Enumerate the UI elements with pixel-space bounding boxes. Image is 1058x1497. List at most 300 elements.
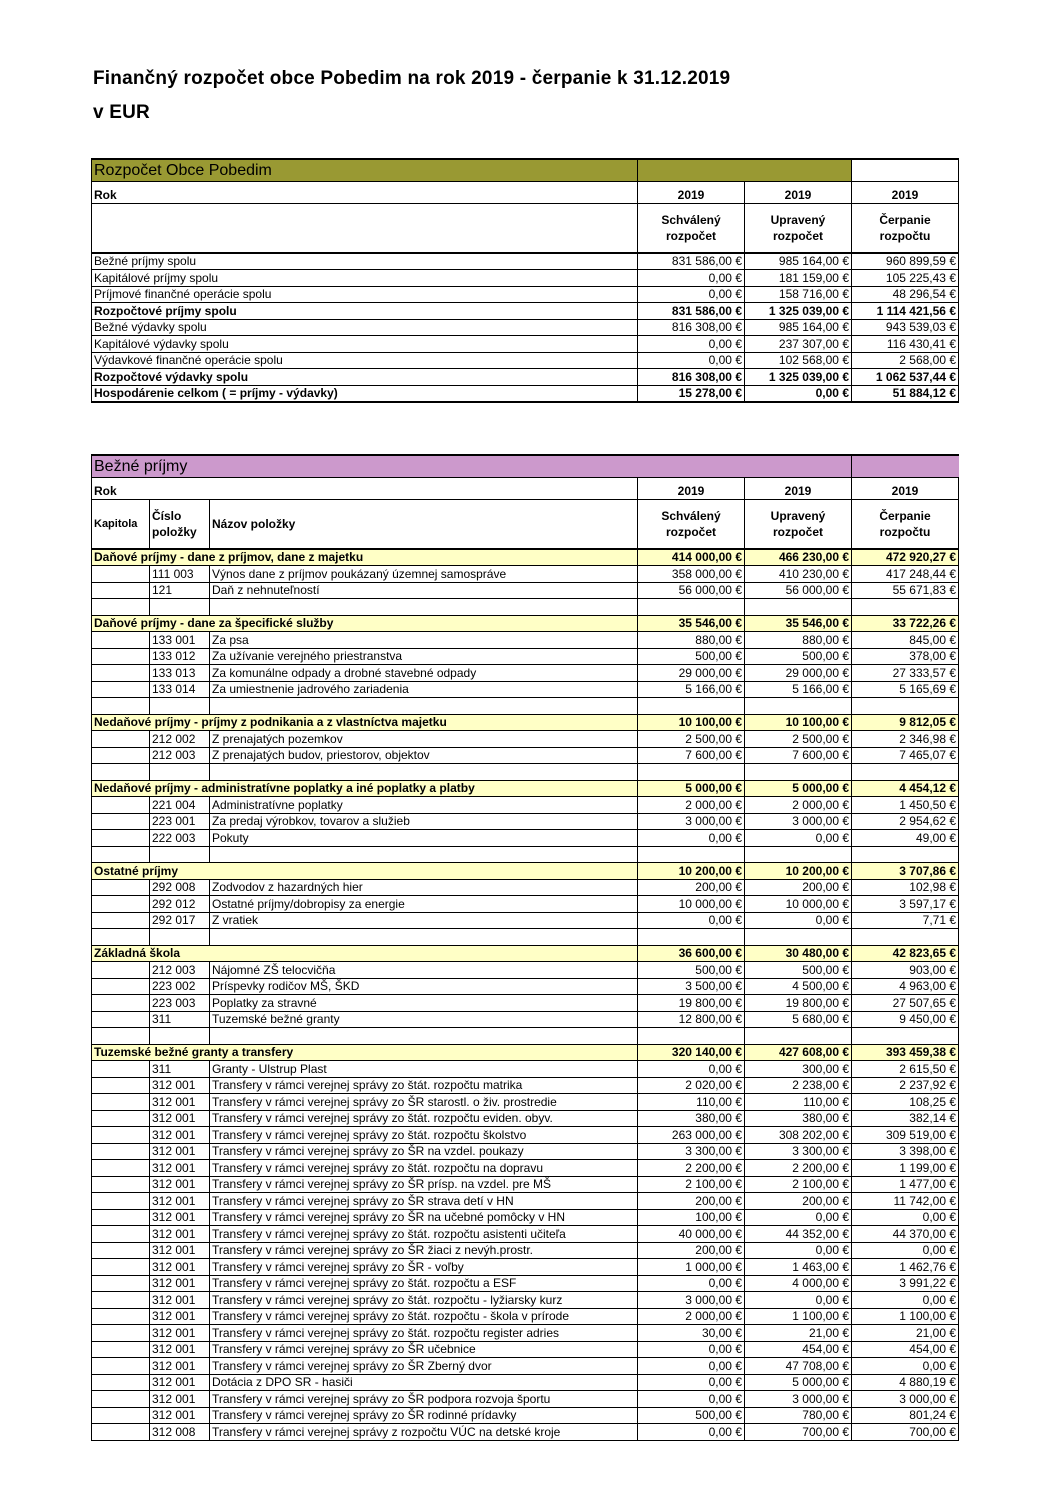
spacer-cell bbox=[210, 1028, 638, 1045]
item-name: Transfery v rámci verejnej správy zo ŠR podpora rozvoja športu bbox=[210, 1391, 638, 1408]
table-row bbox=[92, 1127, 959, 1144]
year-header: 2019 bbox=[745, 181, 852, 203]
item-value: 3 000,00 € bbox=[852, 1391, 959, 1408]
col-label-line2: rozpočtu bbox=[879, 524, 931, 539]
section-blank bbox=[852, 159, 959, 181]
item-code: 111 003 bbox=[150, 566, 210, 583]
item-value: 3 000,00 € bbox=[745, 1391, 852, 1408]
item-code: 212 002 bbox=[150, 731, 210, 748]
row-label: Výdavkové finančné operácie spolu bbox=[92, 352, 638, 369]
row-label: Hospodárenie celkom ( = príjmy - výdavky) bbox=[92, 385, 638, 402]
rok-label: Rok bbox=[92, 181, 638, 203]
row-value: 102 568,00 € bbox=[745, 352, 852, 369]
item-code: 223 003 bbox=[150, 995, 210, 1012]
item-value: 0,00 € bbox=[638, 1424, 745, 1441]
column-header bbox=[745, 499, 852, 549]
item-code: 121 bbox=[150, 582, 210, 599]
item-value: 56 000,00 € bbox=[638, 582, 745, 599]
item-value: 382,14 € bbox=[852, 1110, 959, 1127]
section-fill bbox=[638, 159, 852, 181]
table-row bbox=[92, 1160, 959, 1177]
kapitola-cell bbox=[92, 978, 150, 995]
table-row bbox=[92, 995, 959, 1012]
item-name: Ostatné príjmy/dobropisy za energie bbox=[210, 896, 638, 913]
item-value: 5 680,00 € bbox=[745, 1011, 852, 1028]
item-code: 311 bbox=[150, 1061, 210, 1078]
row-label: Kapitálové príjmy spolu bbox=[92, 270, 638, 287]
group-value: 36 600,00 € bbox=[638, 945, 745, 962]
spacer-cell bbox=[745, 698, 852, 715]
item-value: 0,00 € bbox=[638, 1275, 745, 1292]
row-value: 15 278,00 € bbox=[638, 385, 745, 402]
kapitola-cell bbox=[92, 1424, 150, 1441]
kapitola-cell bbox=[92, 566, 150, 583]
item-code: 312 001 bbox=[150, 1143, 210, 1160]
spacer-cell bbox=[852, 599, 959, 616]
table-row bbox=[92, 1341, 959, 1358]
spacer-cell bbox=[638, 929, 745, 946]
kapitola-cell bbox=[92, 1325, 150, 1342]
table-row bbox=[92, 1226, 959, 1243]
spacer-cell bbox=[92, 764, 150, 781]
item-code: 312 001 bbox=[150, 1358, 210, 1375]
group-value: 33 722,26 € bbox=[852, 615, 959, 632]
group-title: Ostatné príjmy bbox=[92, 863, 638, 880]
item-value: 1 450,50 € bbox=[852, 797, 959, 814]
item-value: 0,00 € bbox=[852, 1292, 959, 1309]
blank-label bbox=[92, 203, 638, 253]
item-name: Daň z nehnuteľností bbox=[210, 582, 638, 599]
item-value: 880,00 € bbox=[745, 632, 852, 649]
table-row bbox=[92, 1011, 959, 1028]
item-value: 21,00 € bbox=[852, 1325, 959, 1342]
year-header: 2019 bbox=[638, 477, 745, 499]
year-header: 2019 bbox=[745, 477, 852, 499]
item-name: Transfery v rámci verejnej správy z rozpočtu VÚC na detské kroje bbox=[210, 1424, 638, 1441]
item-code: 133 013 bbox=[150, 665, 210, 682]
table-row bbox=[92, 1374, 959, 1391]
item-name: Z prenajatých budov, priestorov, objektov bbox=[210, 747, 638, 764]
item-value: 5 165,69 € bbox=[852, 681, 959, 698]
column-header bbox=[638, 499, 745, 549]
item-value: 21,00 € bbox=[745, 1325, 852, 1342]
item-value: 500,00 € bbox=[745, 648, 852, 665]
group-row bbox=[92, 714, 959, 731]
kapitola-cell bbox=[92, 747, 150, 764]
kapitola-cell bbox=[92, 995, 150, 1012]
item-value: 3 300,00 € bbox=[745, 1143, 852, 1160]
item-value: 2 000,00 € bbox=[638, 797, 745, 814]
item-value: 3 500,00 € bbox=[638, 978, 745, 995]
item-value: 500,00 € bbox=[638, 648, 745, 665]
item-value: 410 230,00 € bbox=[745, 566, 852, 583]
kapitola-cell bbox=[92, 632, 150, 649]
item-code: 312 001 bbox=[150, 1209, 210, 1226]
row-value: 2 568,00 € bbox=[852, 352, 959, 369]
kapitola-cell bbox=[92, 830, 150, 847]
item-value: 0,00 € bbox=[638, 912, 745, 929]
item-code: 133 014 bbox=[150, 681, 210, 698]
spacer-cell bbox=[92, 599, 150, 616]
item-name: Výnos dane z príjmov poukázaný územnej samospráve bbox=[210, 566, 638, 583]
kapitola-cell bbox=[92, 1341, 150, 1358]
item-value: 1 463,00 € bbox=[745, 1259, 852, 1276]
spacer-row bbox=[92, 764, 959, 781]
item-value: 3 398,00 € bbox=[852, 1143, 959, 1160]
item-code: 312 001 bbox=[150, 1127, 210, 1144]
summary-row bbox=[92, 352, 959, 369]
summary-row bbox=[92, 319, 959, 336]
table-row bbox=[92, 1061, 959, 1078]
group-value: 466 230,00 € bbox=[745, 549, 852, 566]
income-col-labels bbox=[92, 499, 959, 549]
spacer-cell bbox=[745, 764, 852, 781]
table-row bbox=[92, 1325, 959, 1342]
kapitola-cell bbox=[92, 1176, 150, 1193]
table-row bbox=[92, 912, 959, 929]
item-value: 1 199,00 € bbox=[852, 1160, 959, 1177]
table-row bbox=[92, 1275, 959, 1292]
item-value: 11 742,00 € bbox=[852, 1193, 959, 1210]
item-name: Transfery v rámci verejnej správy zo štát. rozpočtu školstvo bbox=[210, 1127, 638, 1144]
kapitola-cell bbox=[92, 1358, 150, 1375]
spacer-cell bbox=[745, 846, 852, 863]
group-value: 472 920,27 € bbox=[852, 549, 959, 566]
cislo-header bbox=[150, 499, 210, 549]
item-name: Príspevky rodičov MŠ, ŠKD bbox=[210, 978, 638, 995]
table-row bbox=[92, 1292, 959, 1309]
spacer-cell bbox=[92, 698, 150, 715]
item-code: 312 001 bbox=[150, 1374, 210, 1391]
item-value: 200,00 € bbox=[638, 1242, 745, 1259]
item-name: Za umiestnenie jadrového zariadenia bbox=[210, 681, 638, 698]
summary-row bbox=[92, 253, 959, 270]
item-value: 0,00 € bbox=[638, 1061, 745, 1078]
item-code: 312 001 bbox=[150, 1160, 210, 1177]
item-value: 3 300,00 € bbox=[638, 1143, 745, 1160]
spacer-cell bbox=[638, 846, 745, 863]
row-value: 105 225,43 € bbox=[852, 270, 959, 287]
column-header bbox=[852, 499, 959, 549]
item-value: 40 000,00 € bbox=[638, 1226, 745, 1243]
item-value: 5 166,00 € bbox=[638, 681, 745, 698]
item-code: 223 001 bbox=[150, 813, 210, 830]
spacer-cell bbox=[638, 1028, 745, 1045]
item-value: 2 100,00 € bbox=[638, 1176, 745, 1193]
income-table bbox=[91, 454, 959, 1441]
row-value: 985 164,00 € bbox=[745, 319, 852, 336]
kapitola-header: Kapitola bbox=[92, 499, 150, 549]
kapitola-cell bbox=[92, 1193, 150, 1210]
kapitola-cell bbox=[92, 1061, 150, 1078]
item-code: 312 008 bbox=[150, 1424, 210, 1441]
item-name: Transfery v rámci verejnej správy zo ŠR starostl. o živ. prostredie bbox=[210, 1094, 638, 1111]
kapitola-cell bbox=[92, 1374, 150, 1391]
item-value: 2 237,92 € bbox=[852, 1077, 959, 1094]
item-value: 27 333,57 € bbox=[852, 665, 959, 682]
item-value: 2 954,62 € bbox=[852, 813, 959, 830]
table-row bbox=[92, 1077, 959, 1094]
row-value: 1 325 039,00 € bbox=[745, 369, 852, 386]
item-code: 312 001 bbox=[150, 1077, 210, 1094]
row-value: 831 586,00 € bbox=[638, 253, 745, 270]
item-value: 29 000,00 € bbox=[745, 665, 852, 682]
group-value: 414 000,00 € bbox=[638, 549, 745, 566]
item-value: 380,00 € bbox=[638, 1110, 745, 1127]
item-code: 133 012 bbox=[150, 648, 210, 665]
item-name: Transfery v rámci verejnej správy zo ŠR na učebné pomôcky v HN bbox=[210, 1209, 638, 1226]
group-title: Daňové príjmy - dane za špecifické služby bbox=[92, 615, 638, 632]
item-code: 312 001 bbox=[150, 1110, 210, 1127]
nazov-header: Názov položky bbox=[210, 499, 638, 549]
row-value: 0,00 € bbox=[638, 352, 745, 369]
item-value: 308 202,00 € bbox=[745, 1127, 852, 1144]
item-value: 19 800,00 € bbox=[638, 995, 745, 1012]
table-row bbox=[92, 962, 959, 979]
kapitola-cell bbox=[92, 1226, 150, 1243]
item-value: 12 800,00 € bbox=[638, 1011, 745, 1028]
kapitola-cell bbox=[92, 797, 150, 814]
item-value: 4 000,00 € bbox=[745, 1275, 852, 1292]
item-value: 700,00 € bbox=[852, 1424, 959, 1441]
row-label: Rozpočtové príjmy spolu bbox=[92, 303, 638, 320]
item-name: Granty - Ulstrup Plast bbox=[210, 1061, 638, 1078]
row-value: 816 308,00 € bbox=[638, 369, 745, 386]
row-value: 943 539,03 € bbox=[852, 319, 959, 336]
item-value: 2 615,50 € bbox=[852, 1061, 959, 1078]
item-code: 312 001 bbox=[150, 1242, 210, 1259]
item-name: Transfery v rámci verejnej správy zo štát. rozpočtu - škola v prírode bbox=[210, 1308, 638, 1325]
item-value: 108,25 € bbox=[852, 1094, 959, 1111]
item-value: 3 000,00 € bbox=[638, 1292, 745, 1309]
item-value: 845,00 € bbox=[852, 632, 959, 649]
item-name: Transfery v rámci verejnej správy zo ŠR strava detí v HN bbox=[210, 1193, 638, 1210]
row-value: 158 716,00 € bbox=[745, 286, 852, 303]
row-value: 0,00 € bbox=[638, 336, 745, 353]
group-value: 3 707,86 € bbox=[852, 863, 959, 880]
kapitola-cell bbox=[92, 665, 150, 682]
section-title: Bežné príjmy bbox=[92, 455, 852, 477]
group-value: 10 200,00 € bbox=[638, 863, 745, 880]
item-value: 9 450,00 € bbox=[852, 1011, 959, 1028]
kapitola-cell bbox=[92, 1275, 150, 1292]
item-value: 2 238,00 € bbox=[745, 1077, 852, 1094]
item-value: 44 370,00 € bbox=[852, 1226, 959, 1243]
item-value: 200,00 € bbox=[638, 1193, 745, 1210]
item-name: Transfery v rámci verejnej správy zo ŠR - voľby bbox=[210, 1259, 638, 1276]
group-title: Nedaňové príjmy - príjmy z podnikania a z vlastníctva majetku bbox=[92, 714, 638, 731]
kapitola-cell bbox=[92, 1094, 150, 1111]
item-name: Transfery v rámci verejnej správy zo ŠR učebnice bbox=[210, 1341, 638, 1358]
item-value: 3 991,22 € bbox=[852, 1275, 959, 1292]
group-title: Základná škola bbox=[92, 945, 638, 962]
row-label: Bežné príjmy spolu bbox=[92, 253, 638, 270]
item-value: 7,71 € bbox=[852, 912, 959, 929]
item-value: 500,00 € bbox=[638, 962, 745, 979]
spacer-cell bbox=[150, 846, 210, 863]
column-header bbox=[638, 203, 745, 253]
kapitola-cell bbox=[92, 1242, 150, 1259]
item-value: 0,00 € bbox=[745, 830, 852, 847]
item-code: 312 001 bbox=[150, 1341, 210, 1358]
item-name: Dotácia z DPO SR - hasiči bbox=[210, 1374, 638, 1391]
table-row bbox=[92, 1193, 959, 1210]
spacer-cell bbox=[638, 764, 745, 781]
kapitola-cell bbox=[92, 1209, 150, 1226]
group-value: 10 100,00 € bbox=[745, 714, 852, 731]
cislo-line1: Číslo bbox=[152, 508, 182, 523]
item-code: 312 001 bbox=[150, 1275, 210, 1292]
table-row bbox=[92, 1209, 959, 1226]
item-value: 56 000,00 € bbox=[745, 582, 852, 599]
table-row bbox=[92, 1358, 959, 1375]
item-value: 0,00 € bbox=[638, 830, 745, 847]
group-value: 4 454,12 € bbox=[852, 780, 959, 797]
kapitola-cell bbox=[92, 1143, 150, 1160]
item-name: Transfery v rámci verejnej správy zo ŠR prísp. na vzdel. pre MŠ bbox=[210, 1176, 638, 1193]
row-value: 0,00 € bbox=[638, 270, 745, 287]
item-code: 311 bbox=[150, 1011, 210, 1028]
kapitola-cell bbox=[92, 962, 150, 979]
item-name: Tuzemské bežné granty bbox=[210, 1011, 638, 1028]
item-value: 29 000,00 € bbox=[638, 665, 745, 682]
item-value: 780,00 € bbox=[745, 1407, 852, 1424]
row-value: 0,00 € bbox=[638, 286, 745, 303]
summary-row bbox=[92, 385, 959, 402]
table-row bbox=[92, 797, 959, 814]
group-value: 393 459,38 € bbox=[852, 1044, 959, 1061]
summary-section-header bbox=[92, 159, 959, 181]
row-label: Bežné výdavky spolu bbox=[92, 319, 638, 336]
col-label-line1: Schválený bbox=[661, 212, 721, 227]
item-value: 801,24 € bbox=[852, 1407, 959, 1424]
item-value: 3 000,00 € bbox=[745, 813, 852, 830]
item-name: Transfery v rámci verejnej správy zo ŠR žiaci z nevýh.prostr. bbox=[210, 1242, 638, 1259]
group-row bbox=[92, 780, 959, 797]
item-name: Administratívne poplatky bbox=[210, 797, 638, 814]
table-row bbox=[92, 1110, 959, 1127]
kapitola-cell bbox=[92, 1259, 150, 1276]
summary-col-labels bbox=[92, 203, 959, 253]
row-value: 831 586,00 € bbox=[638, 303, 745, 320]
spacer-row bbox=[92, 929, 959, 946]
item-value: 27 507,65 € bbox=[852, 995, 959, 1012]
item-name: Transfery v rámci verejnej správy zo štát. rozpočtu register adries bbox=[210, 1325, 638, 1342]
kapitola-cell bbox=[92, 1011, 150, 1028]
table-row bbox=[92, 978, 959, 995]
spacer-cell bbox=[92, 1028, 150, 1045]
row-value: 237 307,00 € bbox=[745, 336, 852, 353]
col-label-line1: Upravený bbox=[770, 212, 826, 227]
row-label: Rozpočtové výdavky spolu bbox=[92, 369, 638, 386]
item-value: 10 000,00 € bbox=[638, 896, 745, 913]
kapitola-cell bbox=[92, 1127, 150, 1144]
item-value: 0,00 € bbox=[638, 1374, 745, 1391]
kapitola-cell bbox=[92, 879, 150, 896]
table-row bbox=[92, 1407, 959, 1424]
item-code: 292 012 bbox=[150, 896, 210, 913]
item-value: 7 600,00 € bbox=[745, 747, 852, 764]
col-label-line2: rozpočet bbox=[665, 524, 716, 539]
item-code: 223 002 bbox=[150, 978, 210, 995]
kapitola-cell bbox=[92, 681, 150, 698]
spacer-cell bbox=[210, 599, 638, 616]
item-value: 380,00 € bbox=[745, 1110, 852, 1127]
row-label: Príjmové finančné operácie spolu bbox=[92, 286, 638, 303]
spacer-cell bbox=[210, 846, 638, 863]
kapitola-cell bbox=[92, 912, 150, 929]
item-value: 2 500,00 € bbox=[745, 731, 852, 748]
item-value: 454,00 € bbox=[852, 1341, 959, 1358]
spacer-cell bbox=[150, 1028, 210, 1045]
table-row bbox=[92, 665, 959, 682]
table-row bbox=[92, 1143, 959, 1160]
page-subtitle: v EUR bbox=[93, 102, 150, 123]
kapitola-cell bbox=[92, 1160, 150, 1177]
spacer-cell bbox=[745, 1028, 852, 1045]
item-value: 903,00 € bbox=[852, 962, 959, 979]
item-name: Zodvodov z hazardných hier bbox=[210, 879, 638, 896]
group-row bbox=[92, 863, 959, 880]
table-row bbox=[92, 1308, 959, 1325]
table-row bbox=[92, 879, 959, 896]
group-title: Daňové príjmy - dane z príjmov, dane z majetku bbox=[92, 549, 638, 566]
item-code: 312 001 bbox=[150, 1391, 210, 1408]
item-value: 3 000,00 € bbox=[638, 813, 745, 830]
income-section-header bbox=[92, 455, 959, 477]
table-row bbox=[92, 681, 959, 698]
kapitola-cell bbox=[92, 1110, 150, 1127]
column-header bbox=[852, 203, 959, 253]
income-year-row bbox=[92, 477, 959, 499]
item-name: Transfery v rámci verejnej správy zo štát. rozpočtu eviden. obyv. bbox=[210, 1110, 638, 1127]
item-value: 500,00 € bbox=[745, 962, 852, 979]
spacer-cell bbox=[150, 929, 210, 946]
row-value: 816 308,00 € bbox=[638, 319, 745, 336]
item-code: 312 001 bbox=[150, 1407, 210, 1424]
kapitola-cell bbox=[92, 1077, 150, 1094]
item-name: Transfery v rámci verejnej správy zo štát. rozpočtu asistenti učiteľa bbox=[210, 1226, 638, 1243]
row-label: Kapitálové výdavky spolu bbox=[92, 336, 638, 353]
item-value: 102,98 € bbox=[852, 879, 959, 896]
item-name: Transfery v rámci verejnej správy zo štát. rozpočtu na dopravu bbox=[210, 1160, 638, 1177]
item-code: 312 001 bbox=[150, 1292, 210, 1309]
spacer-cell bbox=[852, 1028, 959, 1045]
year-header: 2019 bbox=[638, 181, 745, 203]
item-value: 2 500,00 € bbox=[638, 731, 745, 748]
kapitola-cell bbox=[92, 1308, 150, 1325]
table-row bbox=[92, 731, 959, 748]
item-code: 312 001 bbox=[150, 1176, 210, 1193]
spacer-cell bbox=[745, 929, 852, 946]
table-row bbox=[92, 1242, 959, 1259]
item-value: 200,00 € bbox=[745, 879, 852, 896]
column-header bbox=[745, 203, 852, 253]
kapitola-cell bbox=[92, 731, 150, 748]
section-fill bbox=[852, 455, 959, 477]
item-name: Transfery v rámci verejnej správy zo štát. rozpočtu matrika bbox=[210, 1077, 638, 1094]
group-title: Tuzemské bežné granty a transfery bbox=[92, 1044, 638, 1061]
kapitola-cell bbox=[92, 896, 150, 913]
row-value: 181 159,00 € bbox=[745, 270, 852, 287]
item-name: Nájomné ZŠ telocvičňa bbox=[210, 962, 638, 979]
item-code: 221 004 bbox=[150, 797, 210, 814]
item-value: 4 880,19 € bbox=[852, 1374, 959, 1391]
group-value: 427 608,00 € bbox=[745, 1044, 852, 1061]
year-header: 2019 bbox=[852, 181, 959, 203]
spacer-cell bbox=[852, 764, 959, 781]
item-value: 7 600,00 € bbox=[638, 747, 745, 764]
